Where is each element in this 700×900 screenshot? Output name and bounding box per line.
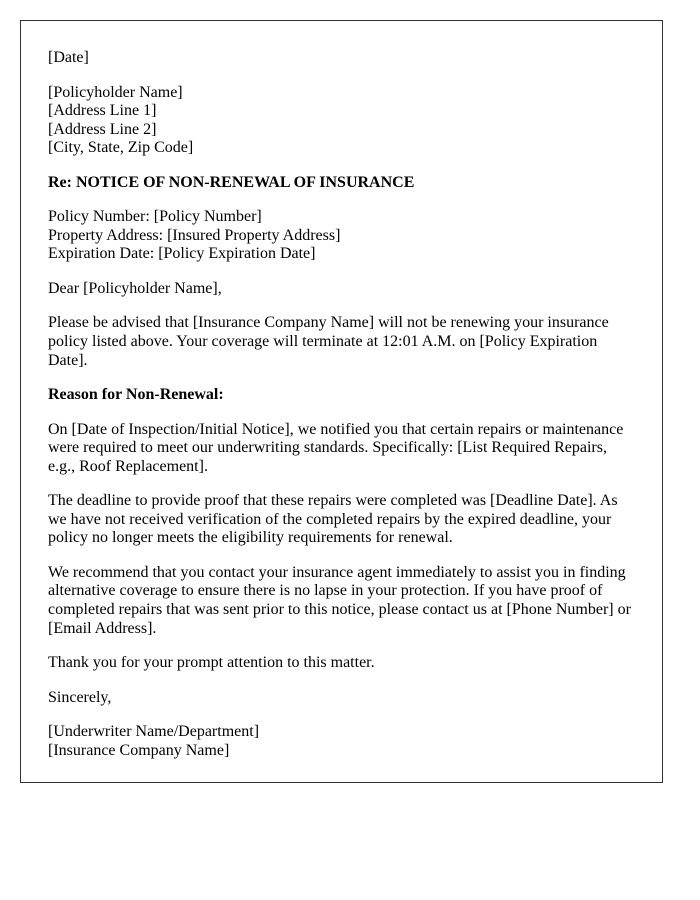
paragraph-recommendation: We recommend that you contact your insurance agent immediately to assist you in finding alternative coverage to ensure there is no lapse in your protection. If you have proof of completed repairs that was sent prior to this notice, please contact us at [Phone Number] or [Email Address]. <box>48 563 631 637</box>
signature-block <box>48 723 635 760</box>
recipient-address-line-2: [Address Line 2] <box>48 120 157 138</box>
subject-line: Re: NOTICE OF NON-RENEWAL OF INSURANCE <box>48 173 415 191</box>
paragraph-deadline: The deadline to provide proof that these repairs were completed was [Deadline Date]. As we have not received verification of the completed repairs by the expired deadline, your policy no longer meets the eligibility requirements for renewal. <box>48 492 618 547</box>
paragraph-thanks: Thank you for your prompt attention to this matter. <box>48 654 375 672</box>
closing: Sincerely, <box>48 688 112 706</box>
salutation: Dear [Policyholder Name], <box>48 279 222 297</box>
expiration-date-line: Expiration Date: [Policy Expiration Date] <box>48 245 316 263</box>
recipient-address-line-1: [Address Line 1] <box>48 102 157 120</box>
letter-date: [Date] <box>48 49 89 66</box>
paragraph-advisory: Please be advised that [Insurance Company Name] will not be renewing your insurance policy listed above. Your coverage will terminate at 12:01 A.M. on [Policy Expiration Date]. <box>48 314 609 369</box>
policy-details-block <box>48 208 635 264</box>
policy-number-line: Policy Number: [Policy Number] <box>48 208 262 226</box>
property-address-line: Property Address: [Insured Property Address] <box>48 226 341 244</box>
signature-company: [Insurance Company Name] <box>48 741 230 759</box>
recipient-name: [Policyholder Name] <box>48 83 183 101</box>
recipient-address-block <box>48 84 635 158</box>
recipient-city-state-zip: [City, State, Zip Code] <box>48 139 194 157</box>
paragraph-reason-detail: On [Date of Inspection/Initial Notice], we notified you that certain repairs or maintenance were required to meet our underwriting standards. Specifically: [List Required Repairs, e.g., Roof Replacement]. <box>48 420 624 475</box>
letter-border-frame <box>20 20 663 783</box>
reason-heading: Reason for Non-Renewal: <box>48 386 224 404</box>
signature-underwriter: [Underwriter Name/Department] <box>48 723 260 741</box>
